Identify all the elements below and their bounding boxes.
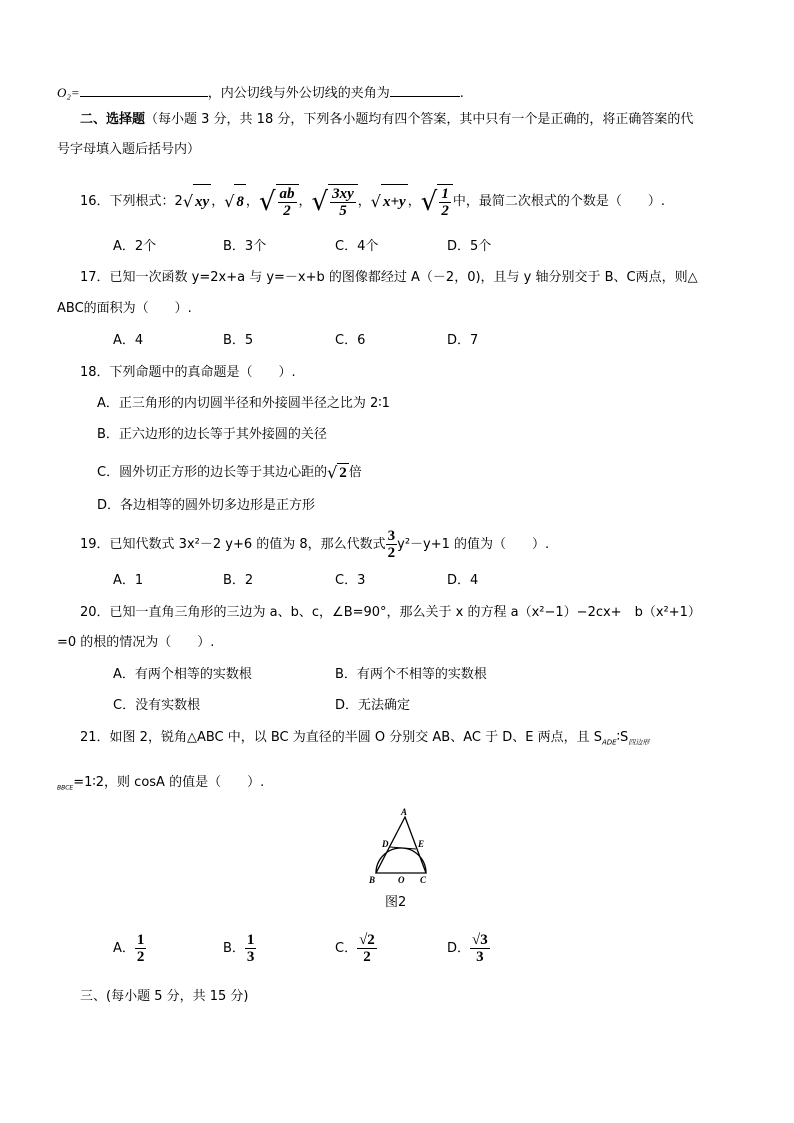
radical: √ x+y <box>371 184 408 219</box>
q20-stem: 20．已知一直角三角形的三边为 a、b、c，∠B=90°，那么关于 x 的方程 a（x²−1）−2cx+ b（x²+1） <box>80 605 701 620</box>
radical: √ $\frac{ab}{2}$ <box>259 184 299 219</box>
q21-stem-cont <box>57 774 264 798</box>
option-b[interactable]: B． $\frac{1}{3}$ <box>223 932 255 965</box>
option-b[interactable]: B．5 <box>223 333 254 348</box>
radical: √ 8 <box>224 184 246 219</box>
option-b[interactable]: B．有两个不相等的实数根 <box>335 667 487 682</box>
text: ∶S <box>616 730 629 745</box>
text: 中，最简二次根式的个数是（ ）. <box>452 194 665 210</box>
figure-2-diagram <box>360 805 440 885</box>
answer-blank[interactable] <box>80 84 208 97</box>
section-desc-cont: 号字母填入题后括号内） <box>57 142 201 157</box>
section-desc: （每小题 3 分，共 18 分，下列各小题均有四个答案，其中只有一个是正确的，将正确答案的代 <box>145 112 694 127</box>
answer-blank[interactable] <box>390 84 460 97</box>
o2-label: O₂= <box>57 85 80 100</box>
option-c[interactable]: C．没有实数根 <box>113 698 201 713</box>
option-a[interactable]: A． $\frac{1}{2}$ <box>113 932 145 965</box>
text: y²－y+1 的值为（ ）. <box>397 537 550 552</box>
option-c[interactable]: C．3 <box>335 573 366 588</box>
text: 2 <box>174 194 183 210</box>
option-c[interactable] <box>97 463 362 482</box>
option-c[interactable]: C．4个 <box>335 239 379 254</box>
fraction: $\frac{3}{2}$ <box>387 528 396 561</box>
text: =1∶2，则 cosA 的值是（ ）. <box>73 775 265 790</box>
q17-stem: 17．已知一次函数 y=2x+a 与 y=－x+b 的图像都经过 A（－2，0)，且与 y 轴分别交于 B、C两点，则△ <box>80 270 698 285</box>
label-o: O <box>398 875 405 885</box>
text: . <box>459 86 464 101</box>
option-d[interactable]: D．7 <box>447 333 479 348</box>
label-d: D <box>382 839 389 849</box>
option-a[interactable]: A．1 <box>113 573 144 588</box>
option-b[interactable]: B．3个 <box>223 239 267 254</box>
option-c[interactable]: C．6 <box>335 333 366 348</box>
option-d[interactable]: D．各边相等的圆外切多边形是正方形 <box>97 498 316 513</box>
q16-stem: 16．下列根式：2 √ xy ， √ 8 ， √ $\frac{ab}{2}$ ， √ $\frac{3xy}{5}$ ， √ x+y ， √ $\frac{1}{2}$ 中，最简二次根式的个数是（ ）. <box>80 184 665 219</box>
subscript: BBCE <box>57 784 74 792</box>
option-d[interactable]: D．4 <box>447 573 479 588</box>
subscript: ADE <box>601 738 617 747</box>
label-a: A <box>401 807 408 817</box>
option-d[interactable]: D． $\frac{√3}{3}$ <box>447 932 488 965</box>
q18-stem: 18．下列命题中的真命题是（ ）. <box>80 365 296 380</box>
figure-caption: 图2 <box>385 895 407 910</box>
option-a[interactable]: A．正三角形的内切圆半径和外接圆半径之比为 2∶1 <box>97 396 390 411</box>
subscript: 四边形 <box>628 738 650 747</box>
q19-stem <box>80 528 549 562</box>
radical: √ 2 <box>327 463 347 482</box>
label-c: C <box>420 875 427 885</box>
option-d[interactable]: D．无法确定 <box>335 698 411 713</box>
text: 21．如图 2，锐角△ABC 中，以 BC 为直径的半圆 O 分别交 AB、AC 于 D、E 两点，且 S <box>80 730 602 745</box>
radical: √ $\frac{1}{2}$ <box>421 184 453 219</box>
text: C．圆外切正方形的边长等于其边心距的 <box>97 465 328 480</box>
text: 16．下列根式： <box>80 194 175 210</box>
section2-header <box>80 111 693 129</box>
option-b[interactable]: B．正六边形的边长等于其外接圆的关径 <box>97 427 327 442</box>
q20-stem-cont: =0 的根的情况为（ ）. <box>57 635 215 650</box>
label-e: E <box>418 839 425 849</box>
section-title: 二、选择题 <box>80 112 146 127</box>
label-b: B <box>369 875 376 885</box>
q17-stem-cont: ABC的面积为（ ）. <box>57 301 192 316</box>
option-d[interactable]: D．5个 <box>447 239 492 254</box>
radical: √ xy <box>183 184 211 219</box>
text: ，内公切线与外公切线的夹角为 <box>207 86 390 101</box>
option-b[interactable]: B．2 <box>223 573 254 588</box>
option-a[interactable]: A．4 <box>113 333 144 348</box>
q21-stem <box>80 729 649 752</box>
option-c[interactable]: C． $\frac{√2}{2}$ <box>335 932 375 965</box>
text: 倍 <box>348 465 362 480</box>
text: 19．已知代数式 3x²－2 y+6 的值为 8，那么代数式 <box>80 537 386 552</box>
q15-continuation <box>57 84 464 103</box>
option-a[interactable]: A．有两个相等的实数根 <box>113 667 252 682</box>
section3-header: 三、(每小题 5 分，共 15 分) <box>80 989 249 1004</box>
option-a[interactable]: A．2个 <box>113 239 157 254</box>
radical: √ $\frac{3xy}{5}$ <box>312 184 358 219</box>
